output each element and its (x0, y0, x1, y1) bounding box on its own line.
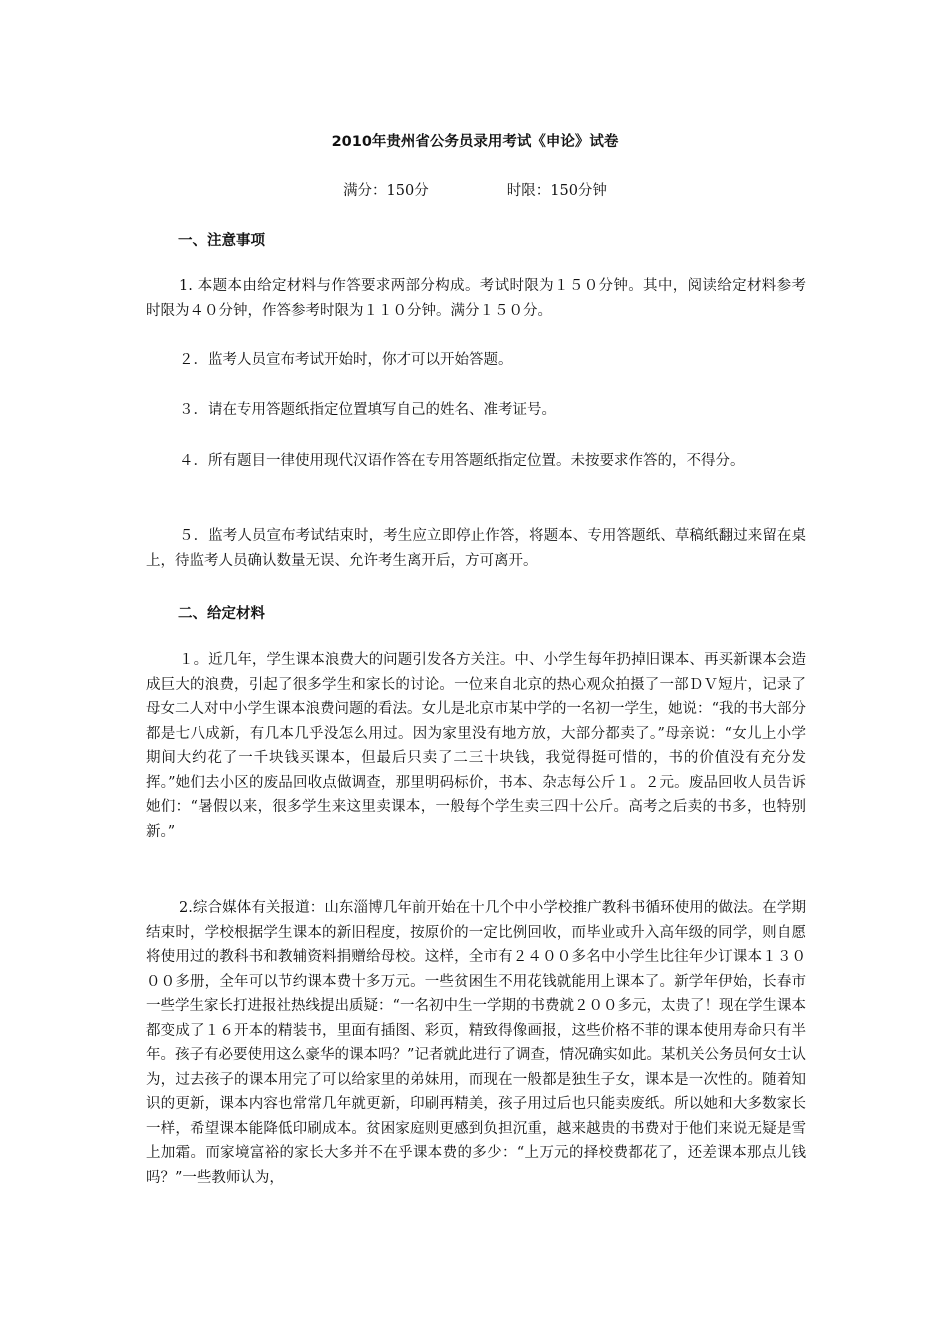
notes-item-2: ２．监考人员宣布考试开始时，你才可以开始答题。 (179, 352, 513, 368)
exam-meta (0, 179, 950, 200)
material-paragraph-2: 2.综合媒体有关报道：山东淄博几年前开始在十几个中小学校推广教科书循环使用的做法。在学期结束时，学校根据学生课本的新旧程度，按原价的一定比例回收，而毕业或升入高年级的同学，则自愿将使用过的教科书和教辅资料捐赠给母校。这样，全市有２４００多名中小学生比往年少订课本１３０００多册，全年可以节约课本费十多万元。一些贫困生不用花钱就能用上课本了。新学年伊始，长春市一些学生家长打进报社热线提出质疑：“一名初中生一学期的书费就２００多元，太贵了！现在学生课本都变成了１６开本的精装书，里面有插图、彩页，精致得像画报，这些价格不菲的课本使用寿命只有半年。孩子有必要使用这么豪华的课本吗？”记者就此进行了调查，情况确实如此。某机关公务员何女士认为，过去孩子的课本用完了可以给家里的弟妹用，而现在一般都是独生子女，课本是一次性的。随着知识的更新，课本内容也常常几年就更新，印刷再精美，孩子用过后也只能卖废纸。所以她和大多数家长一样，希望课本能降低印刷成本。贫困家庭则更感到负担沉重，越来越贵的书费对于他们来说无疑是雪上加霜。而家境富裕的家长大多并不在乎课本费的多少：“上万元的择校费都花了，还差课本那点儿钱吗？”一些教师认为， (146, 900, 806, 1186)
material-paragraph-1: １。近几年，学生课本浪费大的问题引发各方关注。中、小学生每年扔掉旧课本、再买新课本会造成巨大的浪费，引起了很多学生和家长的讨论。一位来自北京的热心观众拍摄了一部ＤＶ短片，记录了母女二人对中小学生课本浪费问题的看法。女儿是北京市某中学的一名初一学生，她说：“我的书大部分都是七八成新，有几本几乎没怎么用过。因为家里没有地方放，大部分都卖了。”母亲说：“女儿上小学期间大约花了一千块钱买课本，但最后只卖了二三十块钱，我觉得挺可惜的，书的价值没有充分发挥。”她们去小区的废品回收点做调查，那里明码标价，书本、杂志每公斤１。２元。废品回收人员告诉她们：“暑假以来，很多学生来这里卖课本，一般每个学生卖三四十公斤。高考之后卖的书多，也特别新。” (146, 652, 806, 840)
full-score: 满分：150分 (343, 183, 429, 199)
notes-item-5: ５．监考人员宣布考试结束时，考生应立即停止作答，将题本、专用答题纸、草稿纸翻过来留在桌上，待监考人员确认数量无误、允许考生离开后，方可离开。 (146, 528, 806, 569)
section-heading-materials: 二、给定材料 (178, 606, 265, 622)
section-heading-notes: 一、注意事项 (178, 233, 265, 249)
exam-title: 2010年贵州省公务员录用考试《申论》试卷 (331, 134, 619, 150)
notes-item-4: ４．所有题目一律使用现代汉语作答在专用答题纸指定位置。未按要求作答的，不得分。 (179, 453, 745, 469)
time-limit: 时限：150分钟 (506, 183, 607, 199)
notes-item-1: 1. 本题本由给定材料与作答要求两部分构成。考试时限为１５０分钟。其中，阅读给定材料参考时限为４０分钟，作答参考时限为１１０分钟。满分１５０分。 (146, 278, 806, 319)
notes-item-3: ３．请在专用答题纸指定位置填写自己的姓名、准考证号。 (179, 402, 556, 418)
